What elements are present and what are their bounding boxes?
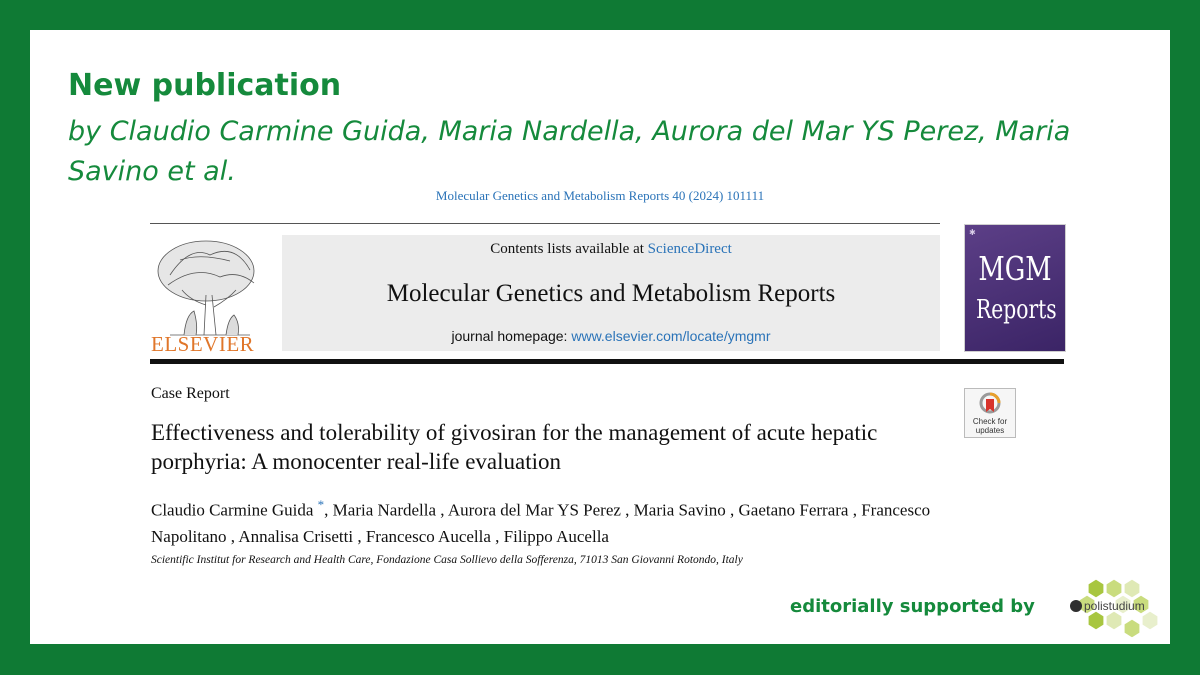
polistudium-logo-icon: [1036, 574, 1166, 638]
journal-homepage-link[interactable]: www.elsevier.com/locate/ymgmr: [571, 328, 771, 344]
cover-title: MGM: [978, 249, 1052, 288]
contents-prefix: Contents lists available at: [490, 241, 648, 257]
badge-line-1: Check for: [972, 417, 1008, 426]
journal-cover: [964, 224, 1066, 352]
article-title: Effectiveness and tolerability of givosiran for the management of acute hepatic porphyria: A monocenter real-life evaluation: [151, 420, 878, 474]
journal-banner: [282, 235, 940, 351]
check-for-updates-badge[interactable]: [964, 388, 1016, 438]
sponsor-logo-text: polistudium: [1084, 599, 1145, 613]
author-list: [151, 492, 971, 550]
elsevier-logo-text: ELSEVIER: [151, 332, 255, 356]
journal-title: Molecular Genetics and Metabolism Reports: [386, 280, 836, 307]
byline: by Claudio Carmine Guida, Maria Nardella, Aurora del Mar YS Perez, Maria Savino et al.: [68, 116, 1071, 187]
elsevier-mark-icon: ✱: [969, 228, 976, 237]
header-rule: [150, 223, 940, 224]
badge-line-2: updates: [975, 426, 1005, 435]
first-author: Claudio Carmine Guida: [151, 500, 314, 520]
cover-subtitle: Reports: [976, 295, 1057, 325]
check-updates-label: [965, 417, 1015, 435]
section-divider: [150, 359, 1064, 364]
sciencedirect-link[interactable]: ScienceDirect: [647, 241, 732, 257]
journal-citation: Molecular Genetics and Metabolism Reports 40 (2024) 101111: [435, 188, 765, 203]
support-text: editorially supported by: [790, 596, 1035, 617]
homepage-line: [282, 328, 940, 344]
announcement-card: [30, 30, 1170, 644]
article-type: Case Report: [151, 385, 230, 402]
contents-line: [282, 241, 940, 258]
check-updates-icon: [979, 392, 1001, 416]
homepage-prefix: journal homepage:: [451, 328, 572, 344]
corresponding-author-marker[interactable]: *: [317, 497, 325, 512]
other-authors: , Maria Nardella , Aurora del Mar YS Perez , Maria Savino , Gaetano Ferrara , Francesco Napolitano , Annalisa Crisetti , Francesco Aucella , Filippo Aucella: [151, 500, 931, 546]
elsevier-tree-logo-icon: [150, 235, 262, 337]
headline: New publication: [68, 68, 342, 103]
affiliation: Scientific Institut for Research and Health Care, Fondazione Casa Sollievo della Sofferenza, 71013 San Giovanni Rotondo, Italy: [151, 554, 743, 566]
